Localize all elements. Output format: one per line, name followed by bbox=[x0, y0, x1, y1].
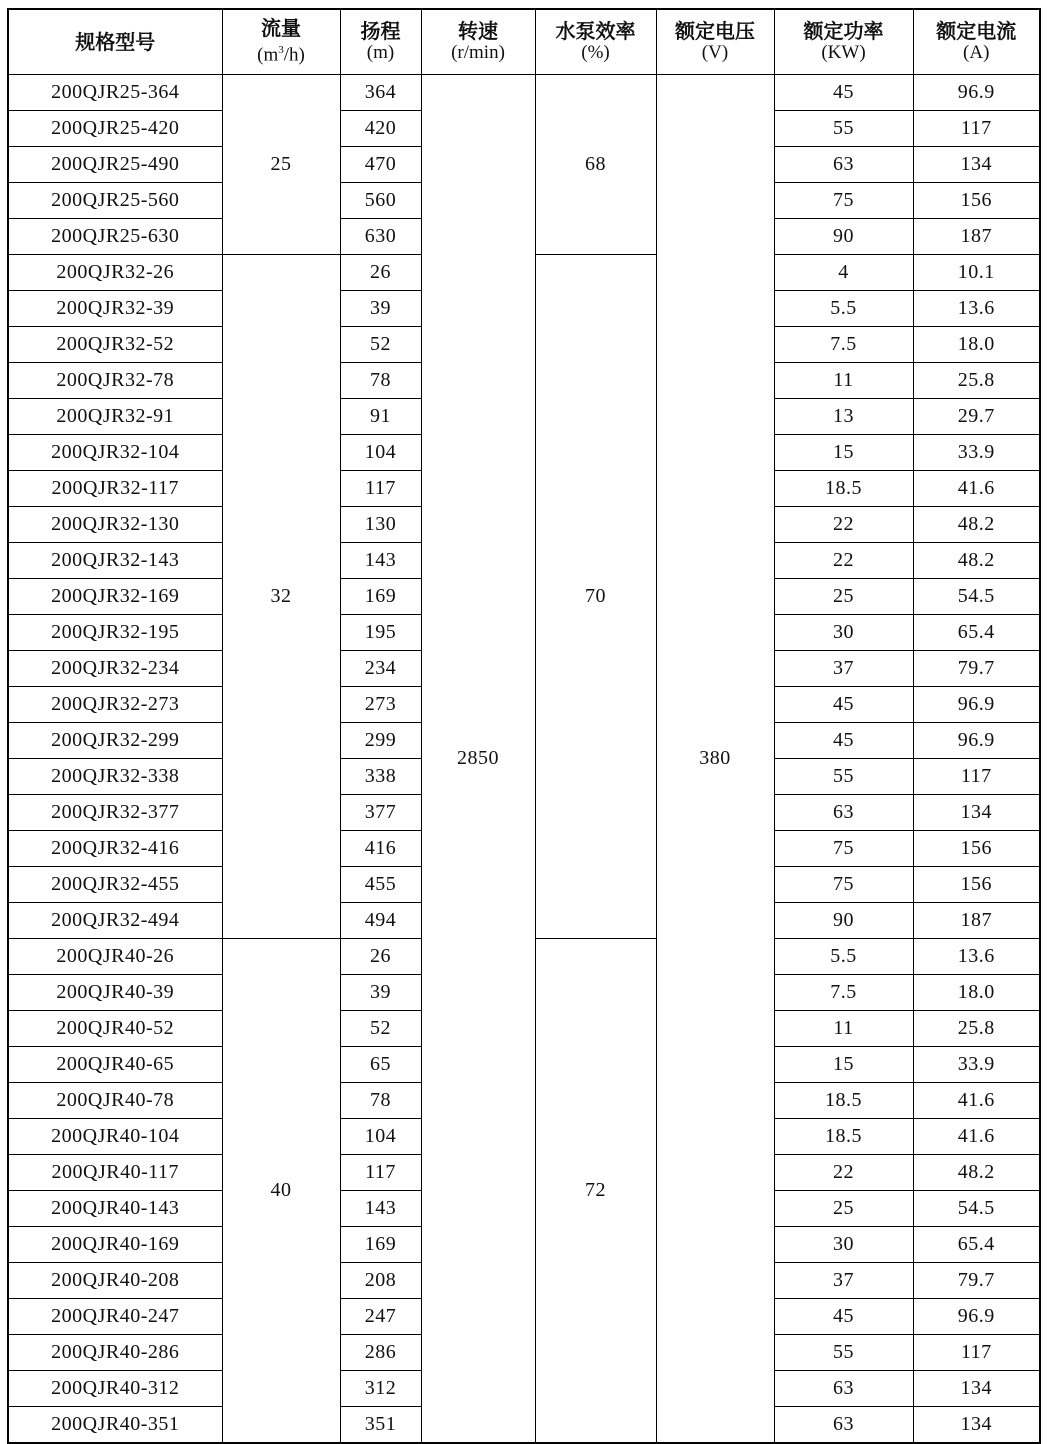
model-cell: 200QJR32-39 bbox=[8, 291, 222, 327]
power-cell: 30 bbox=[774, 1227, 913, 1263]
power-cell: 55 bbox=[774, 759, 913, 795]
current-cell: 96.9 bbox=[913, 723, 1040, 759]
power-cell: 18.5 bbox=[774, 1083, 913, 1119]
flow-cell: 40 bbox=[222, 939, 340, 1444]
power-cell: 37 bbox=[774, 651, 913, 687]
power-cell: 7.5 bbox=[774, 327, 913, 363]
current-cell: 54.5 bbox=[913, 1191, 1040, 1227]
model-cell: 200QJR32-130 bbox=[8, 507, 222, 543]
head-cell: 117 bbox=[340, 471, 421, 507]
power-cell: 90 bbox=[774, 219, 913, 255]
current-cell: 117 bbox=[913, 111, 1040, 147]
head-cell: 130 bbox=[340, 507, 421, 543]
model-cell: 200QJR32-52 bbox=[8, 327, 222, 363]
current-cell: 117 bbox=[913, 1335, 1040, 1371]
power-cell: 63 bbox=[774, 795, 913, 831]
model-cell: 200QJR32-78 bbox=[8, 363, 222, 399]
current-cell: 156 bbox=[913, 183, 1040, 219]
header-efficiency-unit: (%) bbox=[581, 42, 610, 63]
power-cell: 75 bbox=[774, 867, 913, 903]
power-cell: 5.5 bbox=[774, 291, 913, 327]
model-cell: 200QJR32-338 bbox=[8, 759, 222, 795]
head-cell: 338 bbox=[340, 759, 421, 795]
power-cell: 25 bbox=[774, 1191, 913, 1227]
current-cell: 134 bbox=[913, 795, 1040, 831]
head-cell: 312 bbox=[340, 1371, 421, 1407]
power-cell: 45 bbox=[774, 723, 913, 759]
power-cell: 18.5 bbox=[774, 1119, 913, 1155]
current-cell: 41.6 bbox=[913, 1083, 1040, 1119]
current-cell: 65.4 bbox=[913, 615, 1040, 651]
current-cell: 187 bbox=[913, 903, 1040, 939]
current-cell: 134 bbox=[913, 147, 1040, 183]
model-cell: 200QJR40-65 bbox=[8, 1047, 222, 1083]
voltage-cell: 380 bbox=[656, 75, 774, 1444]
head-cell: 299 bbox=[340, 723, 421, 759]
header-model-label: 规格型号 bbox=[75, 30, 156, 54]
header-voltage-unit: (V) bbox=[701, 42, 729, 63]
header-flow-label: 流量 bbox=[261, 16, 301, 41]
head-cell: 377 bbox=[340, 795, 421, 831]
power-cell: 45 bbox=[774, 75, 913, 111]
head-cell: 494 bbox=[340, 903, 421, 939]
current-cell: 79.7 bbox=[913, 1263, 1040, 1299]
table-header bbox=[8, 9, 1040, 75]
model-cell: 200QJR40-312 bbox=[8, 1371, 222, 1407]
flow-unit-prefix: (m bbox=[257, 44, 279, 66]
power-cell: 75 bbox=[774, 183, 913, 219]
current-cell: 65.4 bbox=[913, 1227, 1040, 1263]
current-cell: 156 bbox=[913, 867, 1040, 903]
model-cell: 200QJR32-104 bbox=[8, 435, 222, 471]
current-cell: 79.7 bbox=[913, 651, 1040, 687]
efficiency-cell: 70 bbox=[535, 255, 656, 939]
pump-spec-table bbox=[7, 8, 1041, 1444]
head-cell: 78 bbox=[340, 1083, 421, 1119]
power-cell: 22 bbox=[774, 507, 913, 543]
header-speed bbox=[421, 9, 535, 75]
power-cell: 11 bbox=[774, 363, 913, 399]
power-cell: 55 bbox=[774, 1335, 913, 1371]
model-cell: 200QJR25-630 bbox=[8, 219, 222, 255]
head-cell: 560 bbox=[340, 183, 421, 219]
head-cell: 195 bbox=[340, 615, 421, 651]
model-cell: 200QJR25-420 bbox=[8, 111, 222, 147]
model-cell: 200QJR32-416 bbox=[8, 831, 222, 867]
power-cell: 18.5 bbox=[774, 471, 913, 507]
power-cell: 55 bbox=[774, 111, 913, 147]
head-cell: 104 bbox=[340, 1119, 421, 1155]
current-cell: 96.9 bbox=[913, 687, 1040, 723]
power-cell: 5.5 bbox=[774, 939, 913, 975]
head-cell: 286 bbox=[340, 1335, 421, 1371]
head-cell: 364 bbox=[340, 75, 421, 111]
head-cell: 39 bbox=[340, 975, 421, 1011]
header-power-unit: (KW) bbox=[821, 42, 866, 63]
power-cell: 13 bbox=[774, 399, 913, 435]
current-cell: 96.9 bbox=[913, 1299, 1040, 1335]
model-cell: 200QJR32-455 bbox=[8, 867, 222, 903]
power-cell: 22 bbox=[774, 543, 913, 579]
power-cell: 15 bbox=[774, 435, 913, 471]
power-cell: 37 bbox=[774, 1263, 913, 1299]
model-cell: 200QJR40-351 bbox=[8, 1407, 222, 1444]
current-cell: 29.7 bbox=[913, 399, 1040, 435]
head-cell: 351 bbox=[340, 1407, 421, 1444]
model-cell: 200QJR32-26 bbox=[8, 255, 222, 291]
header-head-label: 扬程 bbox=[360, 19, 401, 43]
current-cell: 41.6 bbox=[913, 1119, 1040, 1155]
current-cell: 25.8 bbox=[913, 1011, 1040, 1047]
head-cell: 420 bbox=[340, 111, 421, 147]
head-cell: 234 bbox=[340, 651, 421, 687]
model-cell: 200QJR40-286 bbox=[8, 1335, 222, 1371]
model-cell: 200QJR32-91 bbox=[8, 399, 222, 435]
efficiency-cell: 72 bbox=[535, 939, 656, 1444]
current-cell: 25.8 bbox=[913, 363, 1040, 399]
header-flow bbox=[222, 9, 340, 75]
model-cell: 200QJR32-169 bbox=[8, 579, 222, 615]
model-cell: 200QJR40-26 bbox=[8, 939, 222, 975]
current-cell: 33.9 bbox=[913, 435, 1040, 471]
head-cell: 273 bbox=[340, 687, 421, 723]
current-cell: 48.2 bbox=[913, 1155, 1040, 1191]
current-cell: 41.6 bbox=[913, 471, 1040, 507]
header-voltage-label: 额定电压 bbox=[675, 19, 755, 43]
current-cell: 48.2 bbox=[913, 507, 1040, 543]
model-cell: 200QJR40-143 bbox=[8, 1191, 222, 1227]
head-cell: 630 bbox=[340, 219, 421, 255]
head-cell: 26 bbox=[340, 939, 421, 975]
model-cell: 200QJR32-494 bbox=[8, 903, 222, 939]
flow-cell: 32 bbox=[222, 255, 340, 939]
head-cell: 169 bbox=[340, 579, 421, 615]
head-cell: 39 bbox=[340, 291, 421, 327]
current-cell: 54.5 bbox=[913, 579, 1040, 615]
speed-cell: 2850 bbox=[421, 75, 535, 1444]
power-cell: 45 bbox=[774, 687, 913, 723]
power-cell: 25 bbox=[774, 579, 913, 615]
head-cell: 169 bbox=[340, 1227, 421, 1263]
head-cell: 455 bbox=[340, 867, 421, 903]
header-current bbox=[913, 9, 1040, 75]
head-cell: 143 bbox=[340, 543, 421, 579]
table-row bbox=[8, 75, 1040, 111]
model-cell: 200QJR32-377 bbox=[8, 795, 222, 831]
power-cell: 30 bbox=[774, 615, 913, 651]
current-cell: 96.9 bbox=[913, 75, 1040, 111]
power-cell: 75 bbox=[774, 831, 913, 867]
current-cell: 48.2 bbox=[913, 543, 1040, 579]
power-cell: 63 bbox=[774, 1371, 913, 1407]
power-cell: 90 bbox=[774, 903, 913, 939]
header-current-unit: (A) bbox=[963, 42, 990, 63]
header-model bbox=[8, 9, 222, 75]
model-cell: 200QJR32-273 bbox=[8, 687, 222, 723]
power-cell: 63 bbox=[774, 147, 913, 183]
model-cell: 200QJR40-208 bbox=[8, 1263, 222, 1299]
model-cell: 200QJR40-39 bbox=[8, 975, 222, 1011]
header-voltage bbox=[656, 9, 774, 75]
head-cell: 91 bbox=[340, 399, 421, 435]
model-cell: 200QJR25-364 bbox=[8, 75, 222, 111]
current-cell: 10.1 bbox=[913, 255, 1040, 291]
model-cell: 200QJR40-117 bbox=[8, 1155, 222, 1191]
power-cell: 11 bbox=[774, 1011, 913, 1047]
head-cell: 104 bbox=[340, 435, 421, 471]
head-cell: 52 bbox=[340, 1011, 421, 1047]
current-cell: 134 bbox=[913, 1371, 1040, 1407]
head-cell: 208 bbox=[340, 1263, 421, 1299]
header-speed-label: 转速 bbox=[458, 19, 498, 43]
header-power bbox=[774, 9, 913, 75]
power-cell: 15 bbox=[774, 1047, 913, 1083]
current-cell: 33.9 bbox=[913, 1047, 1040, 1083]
efficiency-cell: 68 bbox=[535, 75, 656, 255]
table-body bbox=[8, 75, 1040, 1444]
current-cell: 18.0 bbox=[913, 975, 1040, 1011]
head-cell: 470 bbox=[340, 147, 421, 183]
header-flow-unit bbox=[223, 39, 340, 66]
current-cell: 117 bbox=[913, 759, 1040, 795]
header-speed-unit: (r/min) bbox=[451, 42, 505, 63]
model-cell: 200QJR25-560 bbox=[8, 183, 222, 219]
head-cell: 52 bbox=[340, 327, 421, 363]
model-cell: 200QJR40-52 bbox=[8, 1011, 222, 1047]
model-cell: 200QJR40-104 bbox=[8, 1119, 222, 1155]
model-cell: 200QJR32-234 bbox=[8, 651, 222, 687]
current-cell: 13.6 bbox=[913, 291, 1040, 327]
head-cell: 117 bbox=[340, 1155, 421, 1191]
model-cell: 200QJR32-299 bbox=[8, 723, 222, 759]
model-cell: 200QJR40-247 bbox=[8, 1299, 222, 1335]
head-cell: 78 bbox=[340, 363, 421, 399]
header-head-unit: (m) bbox=[366, 42, 395, 63]
header-efficiency bbox=[535, 9, 656, 75]
model-cell: 200QJR32-117 bbox=[8, 471, 222, 507]
head-cell: 26 bbox=[340, 255, 421, 291]
model-cell: 200QJR25-490 bbox=[8, 147, 222, 183]
power-cell: 22 bbox=[774, 1155, 913, 1191]
model-cell: 200QJR32-143 bbox=[8, 543, 222, 579]
model-cell: 200QJR32-195 bbox=[8, 615, 222, 651]
header-row bbox=[8, 9, 1040, 75]
flow-unit-superscript: 3 bbox=[278, 44, 284, 57]
header-efficiency-label: 水泵效率 bbox=[555, 19, 636, 43]
head-cell: 143 bbox=[340, 1191, 421, 1227]
current-cell: 156 bbox=[913, 831, 1040, 867]
head-cell: 247 bbox=[340, 1299, 421, 1335]
power-cell: 63 bbox=[774, 1407, 913, 1444]
head-cell: 416 bbox=[340, 831, 421, 867]
power-cell: 7.5 bbox=[774, 975, 913, 1011]
current-cell: 18.0 bbox=[913, 327, 1040, 363]
current-cell: 13.6 bbox=[913, 939, 1040, 975]
header-power-label: 额定功率 bbox=[803, 19, 884, 43]
head-cell: 65 bbox=[340, 1047, 421, 1083]
model-cell: 200QJR40-78 bbox=[8, 1083, 222, 1119]
current-cell: 187 bbox=[913, 219, 1040, 255]
flow-unit-suffix: /h) bbox=[283, 44, 305, 66]
model-cell: 200QJR40-169 bbox=[8, 1227, 222, 1263]
power-cell: 45 bbox=[774, 1299, 913, 1335]
current-cell: 134 bbox=[913, 1407, 1040, 1444]
header-head bbox=[340, 9, 421, 75]
flow-cell: 25 bbox=[222, 75, 340, 255]
header-current-label: 额定电流 bbox=[936, 19, 1017, 43]
power-cell: 4 bbox=[774, 255, 913, 291]
